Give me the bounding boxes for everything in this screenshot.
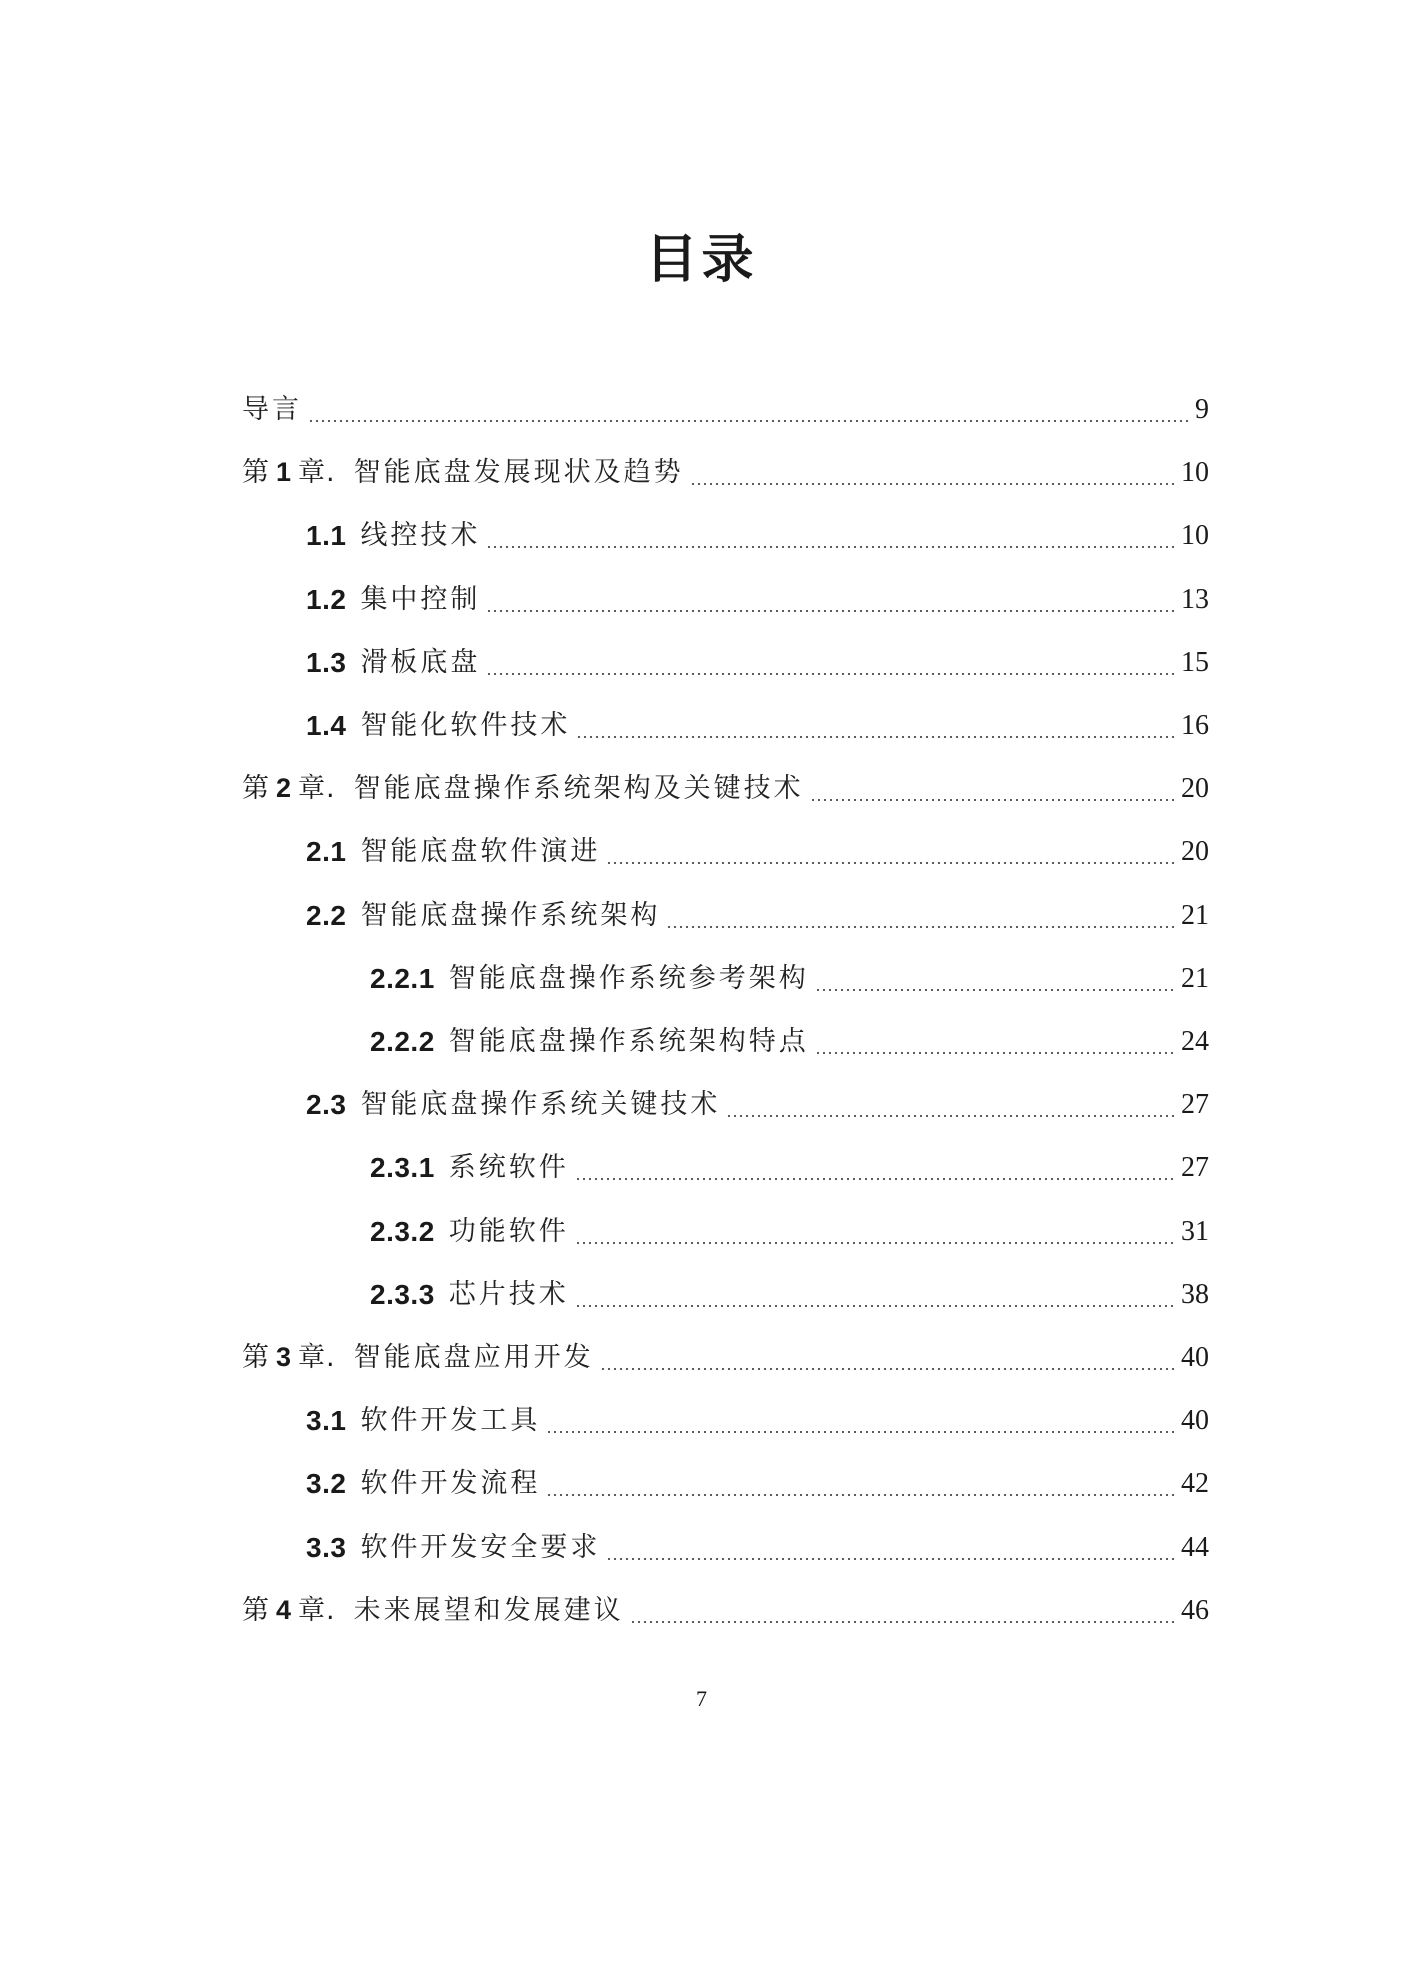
dot-leader xyxy=(575,1305,1177,1307)
toc-entry-title: 滑板底盘 xyxy=(360,646,481,678)
toc-entry-title: 智能底盘应用开发 xyxy=(353,1342,594,1373)
toc-section-number: 2.3.2 xyxy=(370,1215,435,1247)
dot-leader xyxy=(486,673,1177,675)
toc-entry[interactable] xyxy=(306,1526,1209,1570)
toc-entry-title: 智能底盘操作系统参考架构 xyxy=(448,962,809,994)
toc-section-number: 1.3 xyxy=(306,646,347,678)
toc-entry-title: 线控技术 xyxy=(360,520,481,552)
dot-leader xyxy=(815,989,1177,991)
toc-page-number: 31 xyxy=(1181,1215,1209,1247)
toc-section-number: 3.3 xyxy=(306,1531,347,1563)
toc-chapter-label: 第 1 章. xyxy=(242,457,336,489)
dot-leader xyxy=(666,926,1177,928)
toc-entry-title: 智能底盘操作系统架构特点 xyxy=(448,1026,809,1057)
toc-entry-title: 导言 xyxy=(242,394,302,425)
toc-entry-title: 智能化软件技术 xyxy=(360,710,571,741)
toc-chapter-number: 4 xyxy=(276,1594,293,1625)
toc-page-number: 21 xyxy=(1181,899,1209,931)
page-number: 7 xyxy=(696,1686,707,1711)
toc-entry[interactable] xyxy=(306,1083,1209,1127)
toc-section-number: 2.2 xyxy=(306,899,347,931)
toc-page-number: 38 xyxy=(1181,1278,1209,1310)
toc-entry[interactable] xyxy=(242,1589,1209,1633)
toc-page-number: 16 xyxy=(1181,710,1209,741)
toc-entry[interactable] xyxy=(306,641,1209,685)
toc-entry[interactable] xyxy=(242,388,1209,432)
dot-leader xyxy=(575,1178,1177,1180)
toc-page-number: 24 xyxy=(1181,1026,1209,1057)
dot-leader xyxy=(810,799,1177,801)
toc-entry[interactable] xyxy=(242,451,1209,495)
dot-leader xyxy=(815,1052,1177,1054)
dot-leader xyxy=(600,1368,1177,1370)
toc-entry[interactable] xyxy=(370,1210,1209,1254)
toc-page-number: 9 xyxy=(1195,394,1209,425)
toc-entry[interactable] xyxy=(370,1146,1209,1190)
toc-section-number: 3.2 xyxy=(306,1468,347,1500)
toc-entry-title: 智能底盘操作系统架构及关键技术 xyxy=(353,773,804,805)
toc-page-number: 10 xyxy=(1181,457,1209,489)
toc-entry-title: 芯片技术 xyxy=(448,1278,569,1310)
toc-chapter-number: 3 xyxy=(276,1342,293,1372)
toc-page-number: 40 xyxy=(1181,1342,1209,1373)
toc-section-number: 1.1 xyxy=(306,520,347,552)
toc-entry[interactable] xyxy=(242,1336,1209,1380)
toc-section-number: 2.3.3 xyxy=(370,1278,435,1310)
toc-entry[interactable] xyxy=(306,894,1209,938)
toc-page-number: 20 xyxy=(1181,773,1209,805)
toc-entry[interactable] xyxy=(306,830,1209,874)
toc-chapter-label: 第 4 章. xyxy=(242,1594,336,1626)
toc-section-number: 2.3 xyxy=(306,1089,347,1121)
dot-leader xyxy=(606,862,1177,864)
toc-section-number: 2.2.1 xyxy=(370,962,435,994)
dot-leader xyxy=(308,420,1191,422)
toc-page-number: 10 xyxy=(1181,520,1209,552)
toc-page-number: 21 xyxy=(1181,962,1209,994)
toc-entry-title: 智能底盘操作系统关键技术 xyxy=(360,1089,721,1121)
toc-page-number: 13 xyxy=(1181,583,1209,615)
toc-chapter-number: 1 xyxy=(276,457,293,488)
toc-chapter-number: 2 xyxy=(276,773,293,804)
toc-entry-title: 智能底盘软件演进 xyxy=(360,836,601,868)
dot-leader xyxy=(546,1494,1177,1496)
toc-entry[interactable] xyxy=(306,1462,1209,1506)
toc-entry[interactable] xyxy=(306,704,1209,748)
toc-page-number: 15 xyxy=(1181,646,1209,678)
toc-page-number: 44 xyxy=(1181,1531,1209,1563)
toc-chapter-label: 第 3 章. xyxy=(242,1342,336,1373)
toc-entry-title: 软件开发安全要求 xyxy=(360,1531,601,1563)
toc-page-number: 40 xyxy=(1181,1405,1209,1437)
toc-section-number: 2.1 xyxy=(306,836,347,868)
toc-entry[interactable] xyxy=(370,957,1209,1001)
toc-page-number: 27 xyxy=(1181,1152,1209,1184)
toc-section-number: 1.2 xyxy=(306,583,347,615)
dot-leader xyxy=(575,1242,1177,1244)
toc-section-number: 2.2.2 xyxy=(370,1026,435,1057)
toc-entry[interactable] xyxy=(306,578,1209,622)
dot-leader xyxy=(546,1431,1177,1433)
toc-page-number: 20 xyxy=(1181,836,1209,868)
toc-entry[interactable] xyxy=(370,1273,1209,1317)
dot-leader xyxy=(486,610,1177,612)
toc-entry-title: 功能软件 xyxy=(448,1215,569,1247)
dot-leader xyxy=(726,1115,1177,1117)
toc-entry-title: 未来展望和发展建议 xyxy=(353,1594,624,1626)
toc-entry[interactable] xyxy=(306,1399,1209,1443)
toc-section-number: 2.3.1 xyxy=(370,1152,435,1184)
dot-leader xyxy=(690,483,1177,485)
toc-entry[interactable] xyxy=(242,767,1209,811)
toc-entry-title: 智能底盘操作系统架构 xyxy=(360,899,661,931)
toc-entry[interactable] xyxy=(306,514,1209,558)
toc-title: 目录 xyxy=(645,230,758,290)
toc-entry-title: 软件开发流程 xyxy=(360,1468,541,1500)
toc-entry-title: 系统软件 xyxy=(448,1152,569,1184)
dot-leader xyxy=(606,1558,1177,1560)
dot-leader xyxy=(630,1621,1177,1623)
toc-page-number: 42 xyxy=(1181,1468,1209,1500)
toc-section-number: 3.1 xyxy=(306,1405,347,1437)
toc-entry-title: 智能底盘发展现状及趋势 xyxy=(353,457,684,489)
toc-page-number: 27 xyxy=(1181,1089,1209,1121)
toc-entry-title: 软件开发工具 xyxy=(360,1405,541,1437)
toc-chapter-label: 第 2 章. xyxy=(242,773,336,805)
toc-section-number: 1.4 xyxy=(306,710,347,741)
toc-entry[interactable] xyxy=(370,1020,1209,1064)
toc-entry-title: 集中控制 xyxy=(360,583,481,615)
dot-leader xyxy=(576,736,1177,738)
dot-leader xyxy=(486,546,1177,548)
toc-page-number: 46 xyxy=(1181,1594,1209,1626)
